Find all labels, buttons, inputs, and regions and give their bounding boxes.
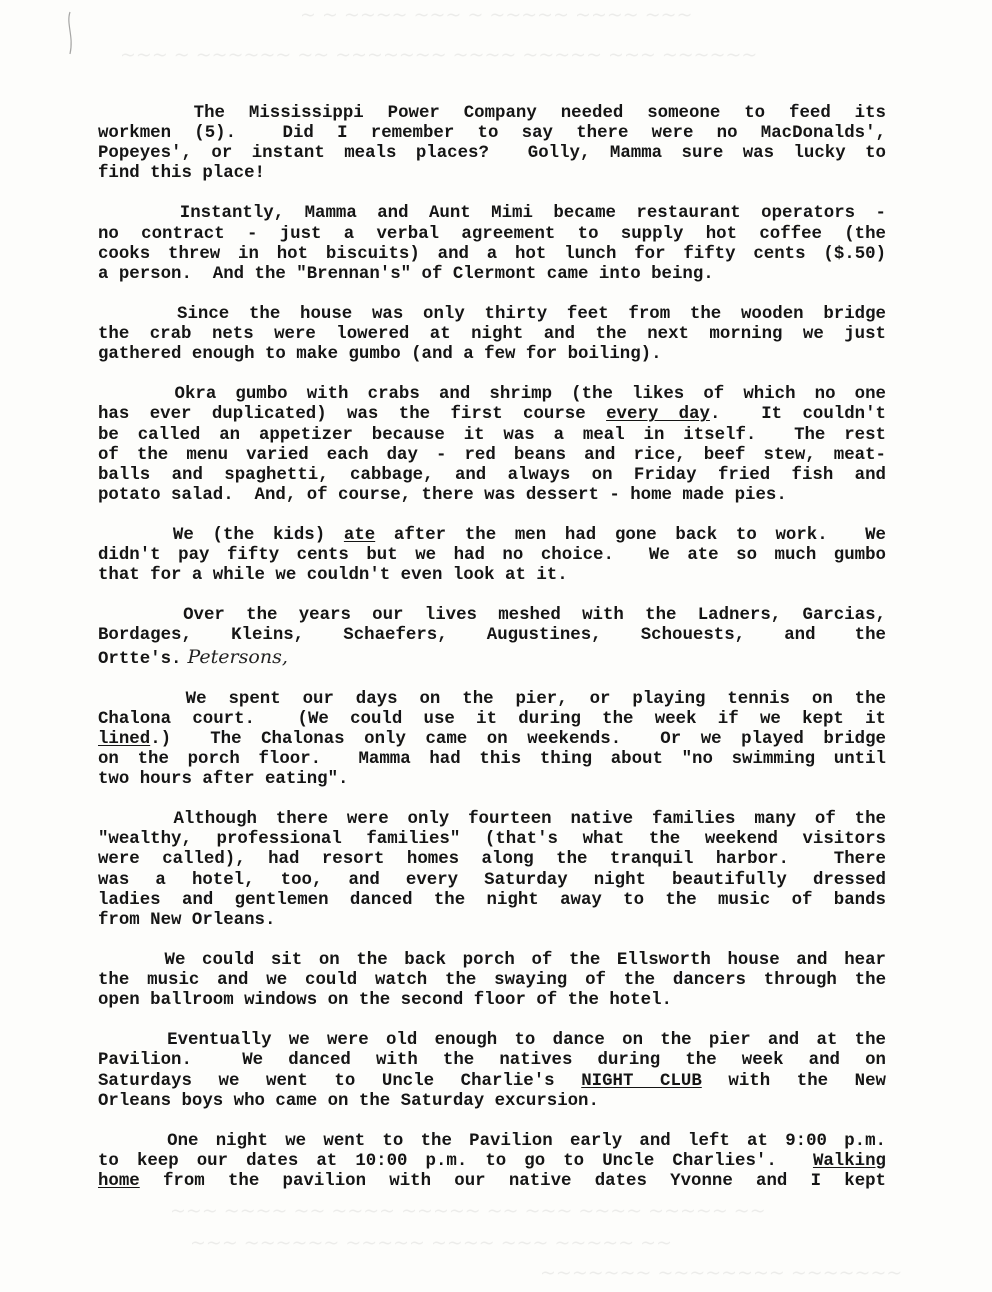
text-line <box>98 566 886 586</box>
bleed-through-marks: ~~~ ~ ~~~~~~ ~~ ~~~~~~~ ~~~~ ~~~~~ ~~~ ~~~~~~ <box>120 44 758 66</box>
bleed-through-marks: ~~~ ~~~~~~ ~~~~~ ~~~~ ~~~ ~~~~~ ~~ <box>190 1232 672 1254</box>
text-segment: after the men had gone back to work. We <box>375 525 886 545</box>
text-segment: two hours after eating". <box>98 770 349 790</box>
underlined-phrase: Walking <box>812 1151 886 1171</box>
paragraph <box>98 385 886 506</box>
bleed-through-marks: ~~~ ~~~~ ~~ ~~~~ ~~~~~ ~~ ~~~ ~~~~ ~~~~~ ~~ <box>170 1200 766 1222</box>
typed-memoir-text <box>98 104 886 1212</box>
text-segment: Okra gumbo with crabs and shrimp (the likes of which no one <box>98 385 886 405</box>
text-line <box>98 1132 886 1152</box>
underlined-phrase: lined <box>98 729 151 749</box>
text-line <box>98 690 886 710</box>
handwritten-annotation: Petersons, <box>187 645 288 668</box>
text-segment: We spent our days on the pier, or playing tennis on the <box>98 689 886 709</box>
text-line <box>98 850 886 870</box>
text-segment: Eventually we were old enough to dance on the pier and at the <box>98 1031 886 1051</box>
text-line <box>98 204 886 224</box>
paragraph <box>98 305 886 365</box>
text-line <box>98 164 886 184</box>
paragraph <box>98 1031 886 1111</box>
text-line <box>98 245 886 265</box>
text-line <box>98 1152 886 1172</box>
text-line <box>98 385 886 405</box>
text-line <box>98 606 886 626</box>
text-segment: One night we went to the Pavilion early and left at 9:00 p.m. <box>98 1131 886 1151</box>
paragraph <box>98 951 886 1011</box>
text-segment: the music and we could watch the swaying of the dancers through the <box>98 971 886 991</box>
paragraph <box>98 1132 886 1192</box>
text-segment: cooks threw in hot biscuits) and a hot lunch for fifty cents ($.50) <box>98 244 886 264</box>
text-segment: was a hotel, too, and every Saturday night beautifully dressed <box>98 870 886 890</box>
text-segment: on the porch floor. Mamma had this thing about "no swimming until <box>98 750 886 769</box>
text-line <box>98 951 886 971</box>
paragraph <box>98 810 886 931</box>
text-segment: Instantly, Mamma and Aunt Mimi became restaurant operators - <box>98 204 886 224</box>
text-segment: gathered enough to make gumbo (and a few for boiling). <box>98 345 662 365</box>
text-segment: workmen (5). Did I remember to say there were no MacDonalds', <box>98 124 886 144</box>
text-line <box>98 991 886 1011</box>
text-line <box>98 124 886 144</box>
text-segment: potato salad. And, of course, there was dessert - home made pies. <box>98 485 787 505</box>
text-line <box>98 546 886 566</box>
text-line <box>98 626 886 646</box>
text-segment: that for a while we couldn't even look at it. <box>98 566 568 586</box>
text-segment: Bordages, Kleins, Schaefers, Augustines, Schouests, and the <box>98 626 886 646</box>
text-line <box>98 710 886 730</box>
underlined-phrase: home <box>98 1171 140 1191</box>
text-segment: from New Orleans. <box>98 910 276 930</box>
text-segment: . It couldn't <box>709 405 886 425</box>
text-segment: Ortte's. <box>98 649 182 669</box>
text-segment: be called an appetizer because it was a meal in itself. The rest <box>98 425 886 445</box>
text-line <box>98 325 886 345</box>
text-segment: find this place! <box>98 164 265 184</box>
text-segment: with the New <box>701 1071 886 1091</box>
paragraph <box>98 526 886 586</box>
underlined-phrase: NIGHT CLUB <box>581 1071 702 1091</box>
margin-pencil-mark <box>40 8 100 58</box>
text-segment: didn't pay fifty cents but we had no choice. We ate so much gumbo <box>98 546 886 566</box>
text-line <box>98 1092 886 1112</box>
text-segment: We (the kids) <box>98 525 344 545</box>
text-line <box>98 405 886 425</box>
text-segment: a person. And the "Brennan's" of Clermont came into being. <box>98 264 714 284</box>
text-line <box>98 810 886 830</box>
text-line <box>98 305 886 325</box>
text-segment: were called), had resort homes along the tranquil harbor. There <box>98 850 886 870</box>
text-segment: Saturdays we went to Uncle Charlie's <box>98 1071 582 1091</box>
text-line <box>98 466 886 486</box>
text-line <box>98 647 886 670</box>
text-line <box>98 104 886 124</box>
text-segment: The Mississippi Power Company needed someone to feed its <box>98 104 886 123</box>
text-line <box>98 770 886 790</box>
text-segment: Popeyes', or instant meals places? Golly, Mamma sure was lucky to <box>98 144 886 164</box>
paragraph <box>98 690 886 790</box>
text-segment: Orleans boys who came on the Saturday excursion. <box>98 1091 599 1111</box>
text-segment: Pavilion. We danced with the natives during the week and on <box>98 1051 886 1071</box>
text-segment: Chalona court. (We could use it during the week if we kept it <box>98 709 886 729</box>
text-line <box>98 750 886 770</box>
text-line <box>98 830 886 850</box>
text-line <box>98 265 886 285</box>
text-line <box>98 891 886 911</box>
text-line <box>98 911 886 931</box>
text-line <box>98 486 886 506</box>
text-segment: ladies and gentlemen danced the night away to the music of bands <box>98 890 886 910</box>
text-segment: open ballroom windows on the second floor of the hotel. <box>98 991 672 1011</box>
text-segment: .) The Chalonas only came on weekends. Or we played bridge <box>150 729 886 749</box>
underlined-phrase: every day <box>606 405 710 425</box>
text-line <box>98 1051 886 1071</box>
text-line <box>98 225 886 245</box>
text-segment: Since the house was only thirty feet from the wooden bridge <box>98 304 886 324</box>
text-line <box>98 446 886 466</box>
text-line <box>98 1172 886 1192</box>
underlined-phrase: ate <box>343 525 376 545</box>
text-segment: "wealthy, professional families" (that's what the weekend visitors <box>98 830 886 850</box>
text-line <box>98 144 886 164</box>
paragraph <box>98 204 886 284</box>
text-line <box>98 345 886 365</box>
text-segment: the crab nets were lowered at night and the next morning we just <box>98 325 886 345</box>
text-segment: from the pavilion with our native dates Yvonne and I kept <box>139 1171 886 1191</box>
text-line <box>98 971 886 991</box>
text-segment: to keep our dates at 10:00 p.m. to go to Uncle Charlies'. <box>98 1151 813 1171</box>
bleed-through-marks: ~ ~ ~~~~ ~~~ ~ ~~~~~ ~~~~ ~~~ <box>300 4 693 26</box>
text-segment: no contract - just a verbal agreement to supply hot coffee (the <box>98 224 886 244</box>
text-line <box>98 1072 886 1092</box>
text-line <box>98 526 886 546</box>
text-line <box>98 1031 886 1051</box>
text-segment: Although there were only fourteen native families many of the <box>98 810 886 830</box>
text-line <box>98 426 886 446</box>
paragraph <box>98 606 886 669</box>
text-segment: Over the years our lives meshed with the Ladners, Garcias, <box>98 606 886 626</box>
text-segment: has ever duplicated) was the first course <box>98 405 607 425</box>
text-segment: balls and spaghetti, cabbage, and always on Friday fried fish and <box>98 465 886 485</box>
text-line <box>98 730 886 750</box>
bleed-through-marks: ~~~~~~~ ~~~~~~~~ ~~~~~~~ <box>540 1262 903 1284</box>
text-line <box>98 871 886 891</box>
text-segment: of the menu varied each day - red beans and rice, beef stew, meat- <box>98 445 886 465</box>
paragraph <box>98 104 886 184</box>
text-segment: We could sit on the back porch of the Ellsworth house and hear <box>98 950 886 970</box>
